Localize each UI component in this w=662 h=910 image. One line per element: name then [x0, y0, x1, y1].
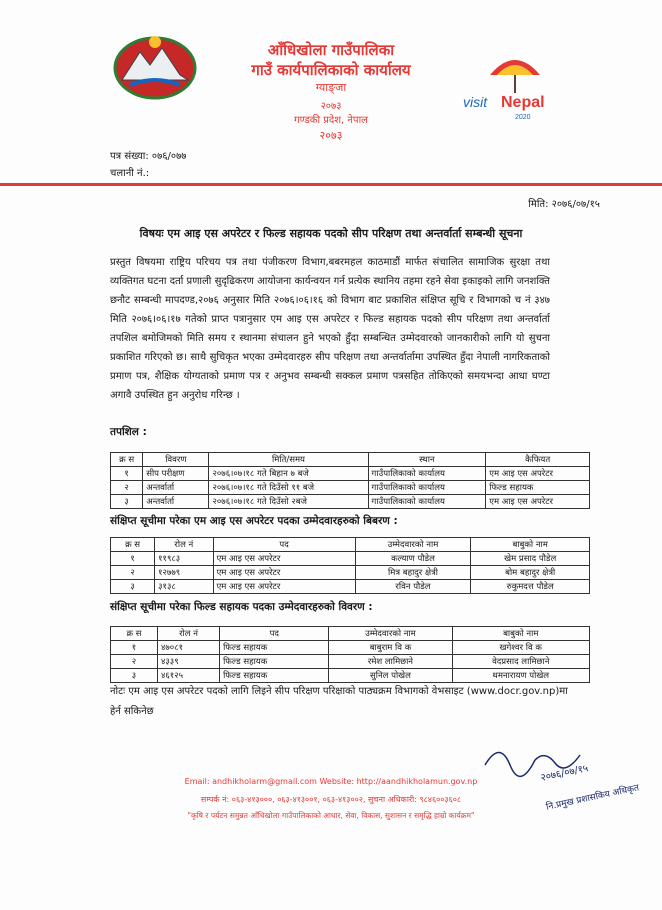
column-header: पद — [213, 538, 355, 552]
column-header: रोल नं — [157, 627, 219, 641]
table-cell: कल्याण पौडेल — [355, 552, 471, 566]
notice-body: प्रस्तुत विषयमा राष्ट्रिय परिचय पत्र तथा पंजीकरण विभाग,बबरमहल काठमाडौं मार्फत संचालित सामाजिक सुरक्षा तथा व्यक्तिगत घटना दर्ता प्रणाली सुदृढिकरण आयोजना कार्यन्वयन गर्न प्रत्येक स्थानिय तहमा रहने सेवा इकाइको लागि जनशक्ति छनौट सम्बन्धी मापदण्ड,२०७६ अनुसार मिति २०७६।०६।१६ को विभाग बाट प्रकाशित संक्षिप्त सूचि र विभागको च नं ३४७ मिति २०७६।०६।१७ गतेको प्राप्त पत्रानुसार एम आइ एस अपरेटर र फिल्ड सहायक पदको सीप परिक्षण तथा अन्तर्वार्ता तपशिल बमोजिमको मिति समय र स्थानमा संचालन हुने भएको हुँदा सम्बन्धित उम्मेदवारको जानकारीको लागि यो सुचना प्रकाशित गरिएको छ। साथै सुचिकृत भएका उम्मेदवारहरु सीप परिक्षण तथा अन्तर्वार्तामा उपस्थित हुँदा नेपाली नागरिकताको प्रमाण पत्र, शैक्षिक योग्यताको प्रमाण पत्र र अनुभव सम्बन्धी सक्कल प्रमाण पत्रसहित तोकिएको समयभन्दा आधा घण्टा अगावै उपस्थित हुन अनुरोध गरिन्छ । — [110, 257, 550, 401]
website-note: नोटः एम आइ एस अपरेटर पदको लागि लिइने सीप परिक्षण परिक्षाको पाठ्यक्रम विभागको वेभसाइट (www.docr.gov.np)मा हेर्न सकिनेछ — [110, 686, 568, 717]
table-row — [111, 481, 590, 495]
svg-text:visit: visit — [463, 94, 488, 110]
column-header: पद — [220, 627, 329, 641]
column-header: रोल नं — [155, 538, 213, 552]
table-cell: १२७७९ — [155, 566, 213, 580]
table-cell: २ — [111, 655, 158, 669]
table-cell: सुनिल पोखेल — [329, 669, 452, 683]
schedule-label: तपशिल : — [110, 426, 147, 438]
footer-email-website: Email: andhikholarm@gmail.com Website: http://aandhikholamun.gov.np — [184, 777, 478, 786]
table-cell: २०७६।०७।१८ गते बिहान ७ बजे — [209, 467, 368, 481]
notice-subject: विषयः एम आइ एस अपरेटर र फिल्ड सहायक पदको सीप परिक्षण तथा अन्तर्वार्ता सम्बन्धी सूचना — [139, 227, 523, 240]
table-row — [111, 467, 590, 481]
table-cell: १ — [111, 552, 155, 566]
footer-contact: सम्पर्क नं: ०६३-४१३०००, ०६३-४१३००१, ०६३-४१३००२, सुचना अधिकारी: ९८४६००३६०८ — [200, 795, 462, 804]
table-row — [111, 641, 590, 655]
table-cell: ४७०८१ — [157, 641, 219, 655]
office-title-2: गाउँ कार्यपालिकाको कार्यालय — [251, 61, 411, 79]
mis-candidates-table — [110, 537, 590, 594]
table-cell: १ — [111, 467, 143, 481]
table-cell: सीप परीक्षण — [143, 467, 209, 481]
letter-number: पत्र संख्या: ०७६/०७७ — [110, 151, 187, 162]
table-cell: २ — [111, 566, 155, 580]
table-cell: फिल्ड सहायक — [486, 481, 590, 495]
table-row — [111, 580, 590, 594]
table-cell: गाउँपालिकाको कार्यालय — [368, 495, 486, 509]
table-cell: रविन पौडेल — [355, 580, 471, 594]
signature-date: २०७६/०७/१५ — [539, 763, 590, 784]
table-cell: गाउँपालिकाको कार्यालय — [368, 467, 486, 481]
office-title-1: आँधिखोला गाउँपालिका — [267, 41, 395, 59]
column-header: क्र स — [111, 538, 155, 552]
table-cell: ४३३९ — [157, 655, 219, 669]
table-row — [111, 566, 590, 580]
column-header: बाबुको नाम — [452, 627, 590, 641]
table-cell: १ — [111, 641, 158, 655]
table-cell: २०७६।०७।१८ गते दिउँसो २बजे — [209, 495, 368, 509]
signatory-title: नि.प्रमुख प्रशासकिय अधिकृत — [545, 783, 641, 813]
column-header: उम्मेदवारको नाम — [355, 538, 471, 552]
field-candidates-table — [110, 626, 590, 683]
svg-text:Nepal: Nepal — [501, 94, 545, 111]
table-cell: ३ — [111, 580, 155, 594]
mis-candidates-label: संक्षिप्त सूचीमा परेका एम आइ एस अपरेटर पदका उम्मेदवारहरुको बिबरण : — [110, 515, 398, 527]
table-cell: ३ — [111, 495, 143, 509]
table-cell: फिल्ड सहायक — [220, 669, 329, 683]
table-cell: २ — [111, 481, 143, 495]
column-header: क्र स — [111, 627, 158, 641]
table-cell: रुकुमदत्त पौडेल — [471, 580, 590, 594]
table-header-row — [111, 538, 590, 552]
table-cell: २०७६।०७।१८ गते दिउँसो ११ बजे — [209, 481, 368, 495]
header-divider — [0, 183, 662, 186]
table-cell: बाबुराम वि क — [329, 641, 452, 655]
svg-text:2020: 2020 — [515, 114, 531, 121]
office-year: २०७३ — [320, 101, 342, 112]
table-cell: अन्तर्वार्ता — [143, 495, 209, 509]
office-established: २०७३ — [319, 129, 343, 142]
schedule-table — [110, 452, 590, 509]
table-cell: मित्र बहादुर क्षेत्री — [355, 566, 471, 580]
table-cell: खेम प्रसाद पौडेल — [471, 552, 590, 566]
table-cell: वेदप्रसाद लामिछाने — [452, 655, 590, 669]
column-header: विवरण — [143, 453, 209, 467]
column-header: कैफियत — [486, 453, 590, 467]
table-cell: गाउँपालिकाको कार्यालय — [368, 481, 486, 495]
table-cell: बोम बहादुर क्षेत्री — [471, 566, 590, 580]
table-cell: फिल्ड सहायक — [220, 655, 329, 669]
table-header-row — [111, 453, 590, 467]
table-cell: एम आइ एस अपरेटर — [486, 467, 590, 481]
table-cell: एम आइ एस अपरेटर — [486, 495, 590, 509]
table-cell: अन्तर्वार्ता — [143, 481, 209, 495]
table-row — [111, 655, 590, 669]
table-cell: खगेश्वर वि क — [452, 641, 590, 655]
table-cell: एम आइ एस अपरेटर — [213, 566, 355, 580]
table-row — [111, 669, 590, 683]
table-row — [111, 552, 590, 566]
footer-slogan: "कृषि र पर्यटन समुन्नत आँधिखोला गाउँपालिकाको आधार, सेवा, विकास, सुशासन र समृद्धि हाम्रो कार्यक्रम" — [187, 811, 475, 820]
column-header: मिति/समय — [209, 453, 368, 467]
column-header: क्र स — [111, 453, 143, 467]
column-header: बाबुको नाम — [471, 538, 590, 552]
table-cell: ११९८३ — [155, 552, 213, 566]
table-cell: ४६१२५ — [157, 669, 219, 683]
column-header: उम्मेदवारको नाम — [329, 627, 452, 641]
office-province: गण्डकी प्रदेश, नेपाल — [294, 115, 368, 126]
table-cell: फिल्ड सहायक — [220, 641, 329, 655]
column-header: स्थान — [368, 453, 486, 467]
table-cell: एम आइ एस अपरेटर — [213, 552, 355, 566]
dispatch-number: चलानी नं.: — [110, 168, 150, 179]
field-candidates-label: संक्षिप्त सूचीमा परेका फिल्ड सहायक पदका उम्मेदवारहरुको विवरण : — [110, 601, 373, 613]
table-row — [111, 495, 590, 509]
table-cell: ३ — [111, 669, 158, 683]
table-cell: थमनारायण पोखेल — [452, 669, 590, 683]
table-cell: एम आइ एस अपरेटर — [213, 580, 355, 594]
table-cell: ३१३८ — [155, 580, 213, 594]
office-location: ग्याङ्जा — [315, 81, 347, 94]
table-header-row — [111, 627, 590, 641]
notice-date: मिति: २०७६/०७/१५ — [528, 199, 600, 210]
table-cell: रमेश लामिछाने — [329, 655, 452, 669]
